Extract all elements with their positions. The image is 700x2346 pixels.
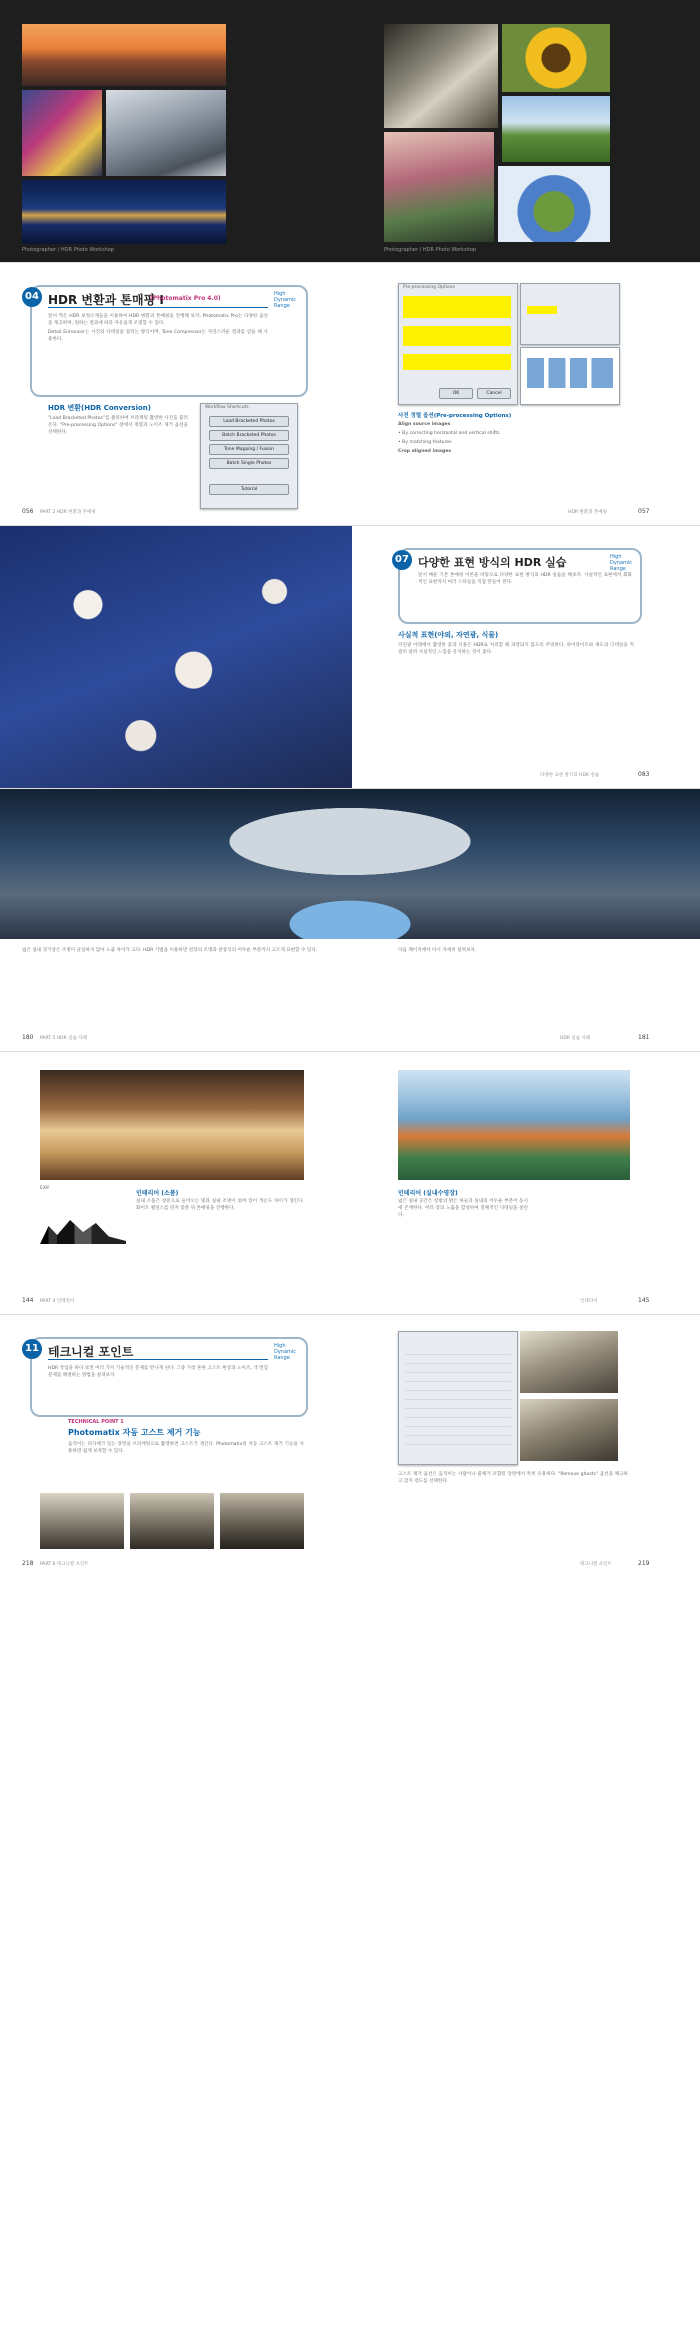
body-right: 넓은 실내 공간은 창밖의 밝은 하늘과 실내의 어두운 부분이 동시에 존재한다. 여러 장의 노출을 합성하여 전체적인 디테일을 살린다. bbox=[398, 1199, 528, 1218]
spread-hdr-practice bbox=[0, 526, 700, 788]
noise-option-highlight bbox=[403, 354, 511, 370]
page-number-right: 083 bbox=[638, 771, 650, 778]
page-number-left: 180 bbox=[22, 1034, 34, 1041]
spread-technical-point bbox=[0, 1315, 700, 1577]
spread-stadium bbox=[0, 789, 700, 1051]
options-highlight bbox=[527, 306, 557, 314]
photo-countryside bbox=[502, 96, 610, 162]
body-left: 넓은 실내 경기장은 조명이 균일하지 않아 노출 차이가 크다. HDR 기법을 이용하면 천장의 조명과 관중석의 어두운 부분까지 고르게 표현할 수 있다. bbox=[22, 948, 318, 953]
spread-photo-gallery bbox=[0, 0, 700, 262]
photo-ghost-1 bbox=[40, 1493, 124, 1549]
running-head-right: HDR 변환과 톤매핑 bbox=[568, 510, 607, 515]
section-subtitle: (Photomatix Pro 4.0) bbox=[150, 295, 221, 302]
tp-title: Photomatix 자동 고스트 제거 기능 bbox=[68, 1428, 201, 1437]
file-browser-window bbox=[520, 347, 620, 405]
tp-body: 움직이는 피사체가 있는 장면을 브라케팅으로 촬영하면 고스트가 생긴다. Photomatix의 자동 고스트 제거 기능을 사용하면 쉽게 보정할 수 있다. bbox=[68, 1442, 304, 1454]
panel-title: Workflow Shortcuts bbox=[205, 405, 249, 410]
section-title: 테크니컬 포인트 bbox=[48, 1345, 134, 1359]
intro-text: 앞서 배운 기본 톤매핑 이론을 바탕으로 다양한 표현 방식의 HDR 실습을 해보자. 사실적인 표현에서 회화적인 표현까지 여러 스타일을 직접 만들어 본다. bbox=[418, 573, 632, 585]
intro-text: HDR 작업을 하다 보면 여러 가지 기술적인 문제를 만나게 된다. 그중 가장 흔한 고스트 현상과 노이즈, 색 번짐 문제를 해결하는 방법을 살펴보자. bbox=[48, 1366, 268, 1378]
photo-water-park bbox=[398, 1070, 630, 1180]
title-right: 인테리어 (실내수영장) bbox=[398, 1190, 458, 1197]
running-head-left: PART 6 테크니컬 포인트 bbox=[40, 1562, 89, 1567]
body-right: 다음 페이지에서 다시 자세히 살펴보자. bbox=[398, 948, 477, 953]
photo-sunset-beach bbox=[22, 24, 226, 86]
running-head-right: HDR 실습 사례 bbox=[560, 1036, 591, 1041]
photo-figurines bbox=[40, 1070, 304, 1180]
dialog-title: Pre-processing Options bbox=[403, 285, 455, 290]
title-rule bbox=[48, 307, 268, 308]
right-caption: Photographer / HDR Photo Workshop bbox=[384, 247, 477, 253]
page-number-left: 056 bbox=[22, 508, 34, 515]
running-head-right: 테크니컬 포인트 bbox=[580, 1562, 612, 1567]
histogram bbox=[40, 1214, 126, 1244]
section-title: HDR 변환과 톤매핑 I bbox=[48, 293, 164, 307]
sub-body: "Load Bracketed Photos"를 클릭하여 브라케팅 촬영한 사진을 불러온다. "Pre-processing Options" 창에서 정렬과 노이즈 제거 옵션을 선택한다. bbox=[48, 416, 188, 435]
tip-list: Align source images • By correcting horizontal and vertical shifts • By matching features Crop aligned images bbox=[398, 422, 500, 454]
running-head-right: 다양한 표현 방식의 HDR 실습 bbox=[540, 773, 600, 778]
dialog-option-rows bbox=[405, 1346, 511, 1446]
pre-processing-dialog bbox=[398, 283, 518, 405]
spread-hdr-conversion bbox=[0, 263, 700, 525]
tone-mapping-button[interactable]: Tone Mapping / Fusion bbox=[209, 444, 289, 455]
sub-title: HDR 변환(HDR Conversion) bbox=[48, 404, 151, 412]
section-title: 다양한 표현 방식의 HDR 실습 bbox=[418, 556, 567, 569]
photo-magnolia bbox=[0, 526, 352, 788]
tutorial-button[interactable]: Tutorial bbox=[209, 484, 289, 495]
photo-horse bbox=[384, 24, 498, 128]
left-caption: Photographer / HDR Photo Workshop bbox=[22, 247, 115, 253]
workflow-panel bbox=[200, 403, 298, 509]
body-right: 고스트 제거 옵션은 움직이는 사람이나 물체가 포함된 장면에서 특히 유용하다. "Remove ghosts" 옵션을 체크하고 감지 강도를 선택한다. bbox=[398, 1472, 628, 1484]
ghost-options-dialog bbox=[398, 1331, 518, 1465]
dialog-cancel-button[interactable]: Cancel bbox=[477, 388, 511, 399]
photo-stadium bbox=[0, 789, 700, 939]
batch-single-button[interactable]: Batch Single Photos bbox=[209, 458, 289, 469]
photo-sunflower bbox=[502, 24, 610, 92]
body-left: 실내 소품은 창문으로 들어오는 빛과 실내 조명이 섞여 있어 색온도 차이가 생긴다. 화이트 밸런스를 먼저 맞춘 뒤 톤매핑을 진행한다. bbox=[136, 1199, 304, 1211]
running-head-right: 인테리어 bbox=[580, 1299, 598, 1304]
tip-title: 사전 정렬 옵션(Pre-processing Options) bbox=[398, 413, 512, 419]
title-rule bbox=[48, 1359, 268, 1360]
exif-label: EXIF bbox=[40, 1186, 50, 1191]
page-number-right: 145 bbox=[638, 1297, 650, 1304]
section-number: 04 bbox=[22, 287, 42, 307]
tp-label: TECHNICAL POINT 1 bbox=[68, 1419, 124, 1425]
photo-couple-umbrella bbox=[384, 132, 494, 242]
spread-interior bbox=[0, 1052, 700, 1314]
page-number-right: 219 bbox=[638, 1560, 650, 1567]
page-number-left: 144 bbox=[22, 1297, 34, 1304]
section-number: 07 bbox=[392, 550, 412, 570]
title-left: 인테리어 (소품) bbox=[136, 1190, 179, 1197]
page-number-right: 057 bbox=[638, 508, 650, 515]
section-gloss: High Dynamic Range bbox=[274, 291, 297, 309]
align-option-highlight bbox=[403, 296, 511, 318]
section-gloss: High Dynamic Range bbox=[274, 1343, 297, 1361]
page-number-right: 181 bbox=[638, 1034, 650, 1041]
section-number: 11 bbox=[22, 1339, 42, 1359]
intro-text: 앞서 찍은 HDR 보정소재들을 이용하여 HDR 변환과 톤매핑을 진행해 보자. Photomatix Pro는 다양한 옵션을 제공하며, 원하는 결과에 따라 자유롭게 조절할 수 있다. Detail Enhancer는 사진의 디테일을 살리는 방식이며, Tone Compressor는 자연스러운 결과를 얻을 때 사용한다. bbox=[48, 314, 268, 342]
page-number-left: 218 bbox=[22, 1560, 34, 1567]
photo-city-street bbox=[22, 90, 102, 176]
thumbnail-strip bbox=[527, 358, 613, 388]
ghost-option-highlight bbox=[403, 326, 511, 346]
section-gloss: High Dynamic Range bbox=[610, 554, 633, 572]
photo-ghost-3 bbox=[220, 1493, 304, 1549]
photo-compare-1 bbox=[520, 1331, 618, 1393]
running-head-left: PART 5 HDR 실습 사례 bbox=[40, 1036, 88, 1041]
dialog-ok-button[interactable]: OK bbox=[439, 388, 473, 399]
running-head-left: PART 4 인테리어 bbox=[40, 1299, 75, 1304]
sub-title: 사실적 표현(야외, 자연광, 식물) bbox=[398, 631, 499, 639]
sub-body: 자연광 아래에서 촬영한 꽃과 식물은 HDR로 처리할 때 과장되지 않도록 주의한다. 하이라이트와 섀도의 디테일을 적절히 살려 사실적인 느낌을 유지하는 것이 좋다. bbox=[398, 643, 634, 655]
options-window bbox=[520, 283, 620, 345]
running-head-left: PART 2 HDR 변환과 톤매핑 bbox=[40, 510, 96, 515]
photo-ghost-2 bbox=[130, 1493, 214, 1549]
photo-station-roof bbox=[106, 90, 226, 176]
photo-tiny-planet bbox=[498, 166, 610, 242]
batch-bracketed-button[interactable]: Batch Bracketed Photos bbox=[209, 430, 289, 441]
photo-night-bridge bbox=[22, 180, 226, 244]
exif-box bbox=[40, 1186, 126, 1246]
photo-compare-2 bbox=[520, 1399, 618, 1461]
load-bracketed-button[interactable]: Load Bracketed Photos bbox=[209, 416, 289, 427]
